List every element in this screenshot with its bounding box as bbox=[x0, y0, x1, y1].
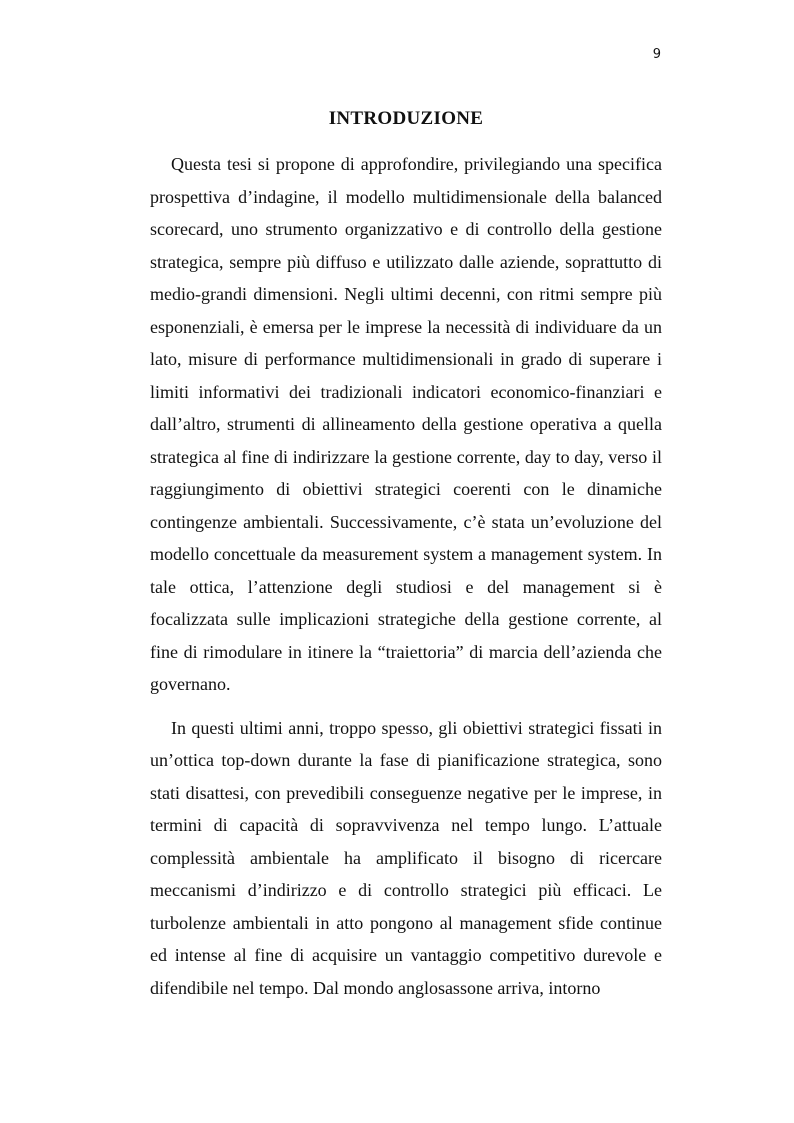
paragraph: Questa tesi si propone di approfondire, privilegiando una specifica prospettiva d’indagine, il modello multidimensionale della balanced scorecard, uno strumento organizzativo e di controllo della gestione strategica, sempre più diffuso e utilizzato dalle aziende, soprattutto di medio-grandi dimensioni. Negli ultimi decenni, con ritmi sempre più esponenziali, è emersa per le imprese la necessità di individuare da un lato, misure di performance multidimensionali in grado di superare i limiti informativi dei tradizionali indicatori economico-finanziari e dall’altro, strumenti di allineamento della gestione operativa a quella strategica al fine di indirizzare la gestione corrente, day to day, verso il raggiungimento di obiettivi strategici coerenti con le dinamiche contingenze ambientali. Successivamente, c’è stata un’evoluzione del modello concettuale da measurement system a management system. In tale ottica, l’attenzione degli studiosi e del management si è focalizzata sulle implicazioni strategiche della gestione corrente, al fine di rimodulare in itinere la “traiettoria” di marcia dell’azienda che governano. bbox=[150, 154, 662, 694]
page-number: 9 bbox=[652, 47, 661, 62]
page-title: INTRODUZIONE bbox=[328, 107, 484, 129]
body-text bbox=[150, 148, 662, 1004]
paragraph: In questi ultimi anni, troppo spesso, gli obiettivi strategici fissati in un’ottica top-down durante la fase di pianificazione strategica, sono stati disattesi, con prevedibili conseguenze negative per le imprese, in termini di capacità di sopravvivenza nel tempo lungo. L’attuale complessità ambientale ha amplificato il bisogno di ricercare meccanismi d’indirizzo e di controllo strategici più efficaci. Le turbolenze ambientali in atto pongono al management sfide continue ed intense al fine di acquisire un vantaggio competitivo durevole e difendibile nel tempo. Dal mondo anglosassone arriva, intorno bbox=[150, 717, 662, 998]
